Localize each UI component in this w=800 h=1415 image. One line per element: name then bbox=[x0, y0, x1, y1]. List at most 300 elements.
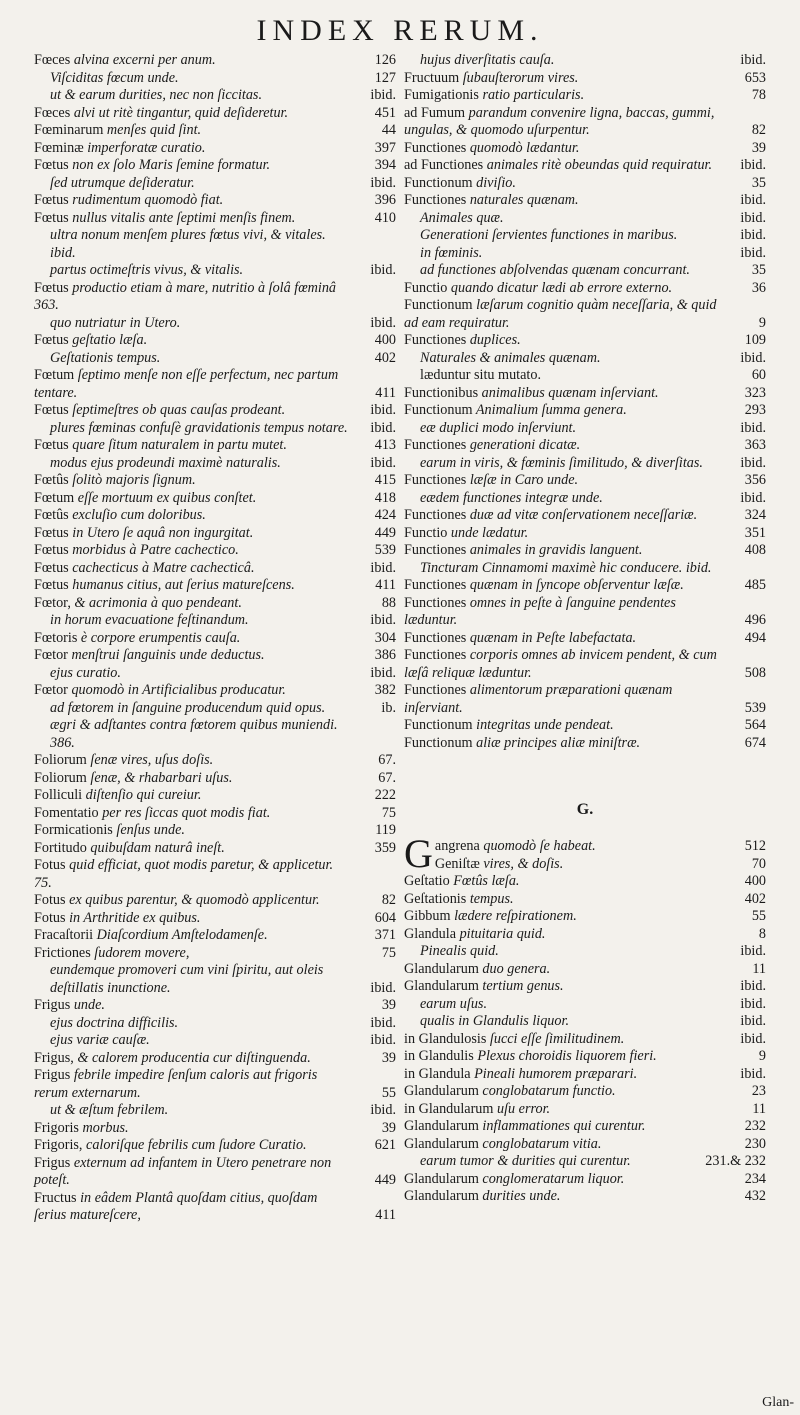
page-reference: 324 bbox=[744, 507, 766, 523]
index-entry bbox=[404, 542, 766, 560]
entry-text: Fœtûs læſa. bbox=[449, 873, 520, 889]
entry-text: externum ad infantem in Utero penetrare non poteſt. bbox=[34, 1154, 332, 1188]
entry-text: parandum convenire ligna, baccas, gummi, ungulas, & quomodo uſurpentur. bbox=[404, 104, 715, 138]
index-entry bbox=[34, 770, 396, 788]
index-entry bbox=[34, 630, 396, 648]
entry-headword: Glandularum bbox=[404, 978, 479, 994]
entry-headword: Fotus bbox=[34, 909, 66, 926]
entry-headword: Fœtus bbox=[34, 332, 69, 348]
index-entry bbox=[404, 70, 766, 88]
index-entry bbox=[34, 962, 396, 997]
index-entry bbox=[34, 752, 396, 770]
entry-text: qualis in Glandulis liquor. bbox=[420, 1013, 569, 1029]
index-entry bbox=[404, 507, 766, 525]
page-reference: 232 bbox=[744, 1118, 766, 1134]
index-entry bbox=[404, 577, 766, 595]
page-reference: 512 bbox=[744, 838, 766, 854]
page-reference: ibid. bbox=[370, 1032, 396, 1048]
page-reference: 88 bbox=[381, 594, 396, 611]
entry-headword: Fœtus bbox=[34, 192, 69, 208]
entry-headword: Functiones bbox=[404, 332, 467, 348]
entry-text: productio etiam à mare, nutritio à ſolâ fœminâ 363. bbox=[34, 279, 337, 313]
index-entry bbox=[404, 402, 766, 420]
entry-text: geſtatio læſa. bbox=[68, 332, 148, 348]
entry-text: quænam in Peſte labefactata. bbox=[466, 629, 637, 646]
entry-text: morbus. bbox=[78, 1119, 129, 1136]
entry-headword: Fœtus bbox=[34, 279, 69, 296]
entry-headword: Fœtus bbox=[34, 559, 69, 576]
entry-headword: Fœtûs bbox=[34, 472, 69, 488]
page-reference: 382 bbox=[374, 682, 396, 698]
page-reference: ibid. bbox=[740, 349, 766, 366]
entry-text: in fœminis. bbox=[420, 244, 483, 261]
entry-text: ſed utrumque deſideratur. bbox=[50, 174, 195, 191]
index-entry bbox=[34, 787, 396, 805]
entry-text: generationi dicatæ. bbox=[466, 437, 581, 453]
entry-text: ejus curatio. bbox=[50, 664, 121, 681]
entry-text: diviſio. bbox=[472, 174, 516, 191]
entry-text: ſolitò majoris ſignum. bbox=[68, 472, 196, 488]
page-reference: 55 bbox=[751, 908, 766, 924]
entry-text: morbidus à Patre cachectico. bbox=[68, 542, 239, 558]
page-reference: ibid. bbox=[740, 244, 766, 261]
entry-headword: Functiones bbox=[404, 139, 467, 156]
entry-text: ſucci eſſe ſimilitudinem. bbox=[486, 1030, 625, 1047]
entry-text: ægri & adſtantes contra fœtorem quibus muniendi. 386. bbox=[50, 717, 338, 751]
entry-text: Naturales & animales quænam. bbox=[420, 349, 601, 366]
index-entry bbox=[34, 1155, 396, 1190]
entry-headword: Functiones bbox=[404, 577, 467, 593]
page-reference: 363 bbox=[744, 437, 766, 453]
page-reference: ibid. bbox=[740, 995, 766, 1012]
entry-text: duo genera. bbox=[478, 960, 551, 977]
entry-headword: Glandula bbox=[404, 925, 457, 942]
page-reference: 67. bbox=[378, 769, 396, 786]
entry-text: eædem functiones integræ unde. bbox=[420, 489, 603, 506]
entry-headword: Functiones bbox=[404, 629, 467, 646]
index-entry bbox=[404, 682, 766, 717]
page-reference: 78 bbox=[751, 87, 766, 103]
index-entry bbox=[404, 1188, 766, 1206]
index-entry bbox=[34, 192, 396, 210]
index-entry bbox=[34, 105, 396, 123]
index-entry bbox=[404, 455, 766, 473]
index-entry bbox=[34, 805, 396, 823]
index-entry bbox=[34, 910, 396, 928]
entry-headword: Fœtus bbox=[34, 577, 69, 593]
index-entry bbox=[34, 717, 396, 752]
entry-text: eæ duplici modo inſerviunt. bbox=[420, 419, 577, 436]
page-reference: 39 bbox=[381, 997, 396, 1013]
entry-text: omnes in peſte à ſanguine pendentes læduntur. bbox=[404, 594, 676, 628]
index-entry bbox=[404, 385, 766, 403]
catchword: Glan- bbox=[762, 1395, 794, 1410]
entry-headword: Glandularum bbox=[404, 1083, 479, 1099]
entry-headword: Functiones bbox=[404, 542, 467, 558]
page-reference: 411 bbox=[375, 577, 396, 593]
index-entry bbox=[404, 280, 766, 298]
page-reference: 485 bbox=[744, 577, 766, 593]
index-entry bbox=[34, 350, 396, 368]
page-reference: 564 bbox=[744, 717, 766, 733]
entry-headword: Fructuum bbox=[404, 69, 460, 86]
page-reference: ibid. bbox=[370, 87, 396, 103]
page-reference: 449 bbox=[374, 1172, 396, 1188]
page-reference: 432 bbox=[744, 1188, 766, 1204]
page-reference: 70 bbox=[751, 855, 766, 872]
entry-text: Animales quæ. bbox=[420, 209, 504, 226]
index-entry bbox=[404, 1013, 766, 1031]
entry-headword: Frigus bbox=[34, 997, 71, 1013]
entry-headword: læduntur situ mutato. bbox=[420, 367, 541, 383]
index-entry bbox=[34, 997, 396, 1015]
index-entry bbox=[404, 490, 766, 508]
entry-headword: Fracaſtorii bbox=[34, 927, 94, 943]
page-reference: 496 bbox=[744, 612, 766, 628]
entry-text: caloriſque febrilis cum ſudore Curatio. bbox=[82, 1137, 307, 1153]
index-entry bbox=[34, 367, 396, 402]
section-letter-g: G. bbox=[576, 801, 594, 818]
page-reference: 494 bbox=[744, 629, 766, 646]
page-reference: 8 bbox=[758, 925, 766, 942]
entry-text: læſæ in Caro unde. bbox=[466, 472, 579, 488]
index-entry bbox=[404, 908, 766, 926]
index-entry bbox=[404, 647, 766, 682]
entry-headword: Frigus, bbox=[34, 1049, 74, 1066]
index-entry bbox=[34, 227, 396, 262]
entry-headword: Fœtûs bbox=[34, 507, 69, 523]
entry-headword: Frigoris bbox=[34, 1119, 79, 1136]
entry-text: læſarum cognitio quàm neceſſaria, & quid ad eam requiratur. bbox=[404, 297, 717, 331]
index-entry bbox=[404, 961, 766, 979]
entry-headword: in Glandularum bbox=[404, 1100, 494, 1117]
entry-text: quomodò lædantur. bbox=[466, 139, 580, 156]
page-reference: 397 bbox=[374, 139, 396, 156]
entry-headword: Fœtus bbox=[34, 524, 69, 541]
page-reference: ibid. bbox=[370, 1014, 396, 1031]
index-entry bbox=[404, 332, 766, 350]
index-entry bbox=[404, 717, 766, 735]
entry-headword: Fructus bbox=[34, 1189, 77, 1206]
index-entry bbox=[404, 891, 766, 909]
entry-text: alvi ut ritè tingantur, quid deſideretur. bbox=[70, 104, 289, 121]
entry-headword: Fœtus bbox=[34, 437, 69, 453]
page-reference: 323 bbox=[744, 384, 766, 401]
page-reference: 35 bbox=[751, 262, 766, 278]
entry-text: rudimentum quomodò fiat. bbox=[68, 192, 224, 208]
entry-text: ratio particularis. bbox=[478, 87, 585, 103]
entry-text: partus octimeſtris vivus, & vitalis. bbox=[50, 262, 244, 278]
index-entry bbox=[404, 1048, 766, 1066]
entry-text: cachecticus à Matre cachecticâ. bbox=[68, 559, 255, 576]
page-reference: 539 bbox=[744, 699, 766, 716]
page-reference: 402 bbox=[374, 349, 396, 366]
page-reference: 621 bbox=[374, 1137, 396, 1153]
index-entry bbox=[34, 420, 396, 438]
entry-text: unde. bbox=[70, 997, 105, 1013]
entry-headword: Functio bbox=[404, 279, 448, 296]
index-entry bbox=[404, 560, 766, 578]
index-entry bbox=[404, 630, 766, 648]
entry-headword: Fœtus bbox=[34, 402, 69, 418]
page-reference: 75 bbox=[381, 944, 396, 961]
page-reference: 418 bbox=[374, 489, 396, 506]
page-reference: 413 bbox=[374, 437, 396, 453]
page-reference: ibid. bbox=[740, 454, 766, 471]
page-reference: ibid. bbox=[740, 192, 766, 208]
page-reference: ibid. bbox=[740, 489, 766, 506]
entry-text: uſu error. bbox=[493, 1100, 551, 1117]
entry-text: unde lædatur. bbox=[447, 524, 529, 541]
entry-headword: Frigus bbox=[34, 1154, 71, 1171]
entry-text: conglobatarum vitia. bbox=[478, 1135, 602, 1152]
entry-headword: Functiones bbox=[404, 647, 467, 663]
index-entry bbox=[34, 840, 396, 858]
index-entry bbox=[34, 1137, 396, 1155]
page-reference: 400 bbox=[374, 332, 396, 348]
entry-text: Pineali humorem præparari. bbox=[470, 1065, 638, 1082]
entry-text: ad fœtorem in ſanguine producendum quid opus. bbox=[50, 699, 326, 716]
entry-headword: Fœtum bbox=[34, 489, 75, 506]
page-reference: 411 bbox=[375, 384, 396, 401]
entry-headword: Folliculi bbox=[34, 787, 83, 803]
entry-text: Generationi ſervientes functiones in maribus. bbox=[420, 227, 678, 243]
index-entry bbox=[404, 297, 766, 332]
entry-text: ex quibus parentur, & quomodò applicentur. bbox=[65, 892, 320, 908]
entry-text: eſſe mortuum ex quibus conſtet. bbox=[74, 489, 257, 506]
index-entry bbox=[34, 175, 396, 193]
index-entry bbox=[404, 1101, 766, 1119]
page-reference: ibid. bbox=[740, 943, 766, 959]
entry-text: vires, & doſis. bbox=[479, 855, 564, 872]
index-entry bbox=[34, 1032, 396, 1050]
page-reference: 11 bbox=[752, 960, 766, 977]
entry-text: Diaſcordium Amſtelodamenſe. bbox=[93, 927, 268, 943]
index-entry bbox=[34, 507, 396, 525]
entry-headword: angrena bbox=[434, 838, 480, 854]
page-reference: ibid. bbox=[370, 174, 396, 191]
entry-headword: Functiones bbox=[404, 192, 467, 208]
entry-headword: Formicationis bbox=[34, 822, 113, 838]
index-entry bbox=[34, 455, 396, 473]
index-entry bbox=[34, 402, 396, 420]
entry-text: nullus vitalis ante ſeptimi menſis finem. bbox=[68, 209, 296, 226]
index-entry bbox=[34, 927, 396, 945]
entry-text: conglobatarum functio. bbox=[478, 1083, 616, 1099]
index-entry bbox=[34, 210, 396, 228]
index-entry bbox=[34, 822, 396, 840]
entry-headword: Gibbum bbox=[404, 908, 451, 924]
index-entry bbox=[34, 472, 396, 490]
entry-text: earum tumor & durities qui curentur. bbox=[420, 1153, 631, 1169]
index-entry bbox=[34, 577, 396, 595]
drop-cap: G bbox=[404, 831, 433, 876]
index-entry bbox=[404, 525, 766, 543]
page-reference: 424 bbox=[374, 507, 396, 523]
entry-text: quomodò in Artificialibus producatur. bbox=[67, 682, 286, 698]
entry-text: pituitaria quid. bbox=[456, 925, 546, 942]
index-entry bbox=[404, 227, 766, 245]
index-entry bbox=[404, 420, 766, 438]
entry-headword: Foliorum bbox=[34, 752, 87, 768]
page-reference: 82 bbox=[751, 122, 766, 138]
entry-headword: Fœtum bbox=[34, 367, 75, 383]
page-reference: 39 bbox=[381, 1119, 396, 1136]
page-reference: ibid. bbox=[370, 402, 396, 418]
entry-text: ſenæ vires, uſus doſis. bbox=[86, 752, 214, 768]
index-entry bbox=[34, 280, 396, 315]
index-entry bbox=[404, 1153, 766, 1171]
index-entry bbox=[404, 873, 766, 891]
index-entry bbox=[404, 1136, 766, 1154]
index-entry bbox=[34, 157, 396, 175]
entry-text: lædere reſpirationem. bbox=[450, 908, 577, 924]
entry-text: quando dicatur lædi ab errore externo. bbox=[447, 279, 673, 296]
entry-headword: Glandularum bbox=[404, 1170, 479, 1187]
index-entry bbox=[34, 700, 396, 718]
entry-text: menſtrui ſanguinis unde deductus. bbox=[67, 647, 265, 663]
page-reference: 231.& 232 bbox=[705, 1153, 766, 1169]
entry-headword: Functionum bbox=[404, 734, 473, 751]
entry-text: diſtenſio qui cureiur. bbox=[82, 787, 202, 803]
page-reference: 230 bbox=[744, 1135, 766, 1152]
entry-text: animales ritè obeundas quid requiratur. bbox=[483, 157, 713, 173]
entry-text: quibuſdam naturâ ineſt. bbox=[86, 839, 225, 856]
index-entry bbox=[34, 1120, 396, 1138]
index-entry bbox=[34, 647, 396, 665]
entry-headword: Functionum bbox=[404, 174, 473, 191]
entry-text: Plexus choroidis liquorem fieri. bbox=[473, 1048, 657, 1064]
entry-text: per res ſiccas quot modis fiat. bbox=[98, 804, 271, 821]
page-reference: 44 bbox=[381, 122, 396, 138]
page-reference: ibid. bbox=[370, 262, 396, 278]
page-reference: 410 bbox=[374, 209, 396, 226]
entry-headword: Glandularum bbox=[404, 960, 479, 977]
entry-text: plures fœminas confuſè gravidationis tempus notare. bbox=[50, 419, 348, 436]
page-reference: 222 bbox=[374, 787, 396, 803]
index-entry bbox=[404, 210, 766, 228]
entry-text: & acrimonia à quo pendeant. bbox=[70, 594, 242, 611]
entry-text: duæ ad vitæ conſervationem neceſſariæ. bbox=[466, 507, 698, 523]
entry-headword: Functionibus bbox=[404, 384, 479, 401]
section-gap bbox=[404, 752, 766, 796]
page-reference: 109 bbox=[744, 332, 766, 348]
entry-headword: Fœtus bbox=[34, 209, 69, 226]
entry-text: aliæ principes aliæ miniſtræ. bbox=[472, 734, 641, 751]
page-reference: 39 bbox=[381, 1049, 396, 1066]
page-reference: ibid. bbox=[740, 209, 766, 226]
entry-text: animalibus quænam inſerviant. bbox=[478, 384, 659, 401]
entry-text: humanus citius, aut ſerius matureſcens. bbox=[68, 577, 295, 593]
page-reference: 35 bbox=[751, 174, 766, 191]
entry-text: modus ejus prodeundi maximè naturalis. bbox=[50, 454, 281, 471]
entry-headword: Fœtus bbox=[34, 542, 69, 558]
right-entries bbox=[404, 52, 766, 752]
index-entry bbox=[404, 367, 766, 385]
entry-text: quænam in ſyncope obſerventur læſæ. bbox=[466, 577, 684, 593]
entry-text: Animalium ſumma genera. bbox=[472, 402, 627, 418]
entry-text: imperforatæ curatio. bbox=[83, 139, 206, 156]
entry-text: Geſtationis tempus. bbox=[50, 349, 161, 366]
page-reference: 9 bbox=[758, 1048, 766, 1064]
entry-text: earum in viris, & fœminis ſimilitudo, & diverſitas. bbox=[420, 454, 703, 471]
entry-text: quare ſitum naturalem in partu mutet. bbox=[68, 437, 287, 453]
page-reference: 371 bbox=[374, 927, 396, 943]
index-entry bbox=[404, 245, 766, 263]
page-reference: 127 bbox=[374, 69, 396, 86]
entry-text: Pinealis quid. bbox=[420, 943, 499, 959]
entry-text: earum uſus. bbox=[420, 995, 487, 1012]
entry-headword: in Glandulosis bbox=[404, 1030, 487, 1047]
entry-text: ſenſus unde. bbox=[112, 822, 185, 838]
entry-text: in Utero ſe aquâ non ingurgitat. bbox=[68, 524, 254, 541]
entry-headword: Functiones bbox=[404, 682, 467, 698]
index-entry bbox=[34, 525, 396, 543]
entry-headword: Glandularum bbox=[404, 1188, 479, 1204]
entry-headword: Geniſtæ bbox=[434, 855, 480, 872]
page-reference: ibid. bbox=[740, 1013, 766, 1029]
entry-text: ſeptimeſtres ob quas cauſas prodeant. bbox=[68, 402, 286, 418]
entry-headword: Foliorum bbox=[34, 769, 87, 786]
entry-text: durities unde. bbox=[478, 1188, 561, 1204]
page-reference: ibid. bbox=[740, 419, 766, 436]
entry-headword: Functionum bbox=[404, 297, 473, 313]
index-entry bbox=[34, 70, 396, 88]
entry-text: ejus variæ cauſæ. bbox=[50, 1032, 150, 1048]
entry-text: alvina excerni per anum. bbox=[70, 52, 216, 68]
entry-text: menſes quid ſint. bbox=[103, 122, 202, 138]
page-reference: 351 bbox=[744, 524, 766, 541]
entry-text: eundemque promoveri cum vini ſpiritu, aut oleis deſtillatis inunctione. bbox=[50, 962, 324, 996]
page-reference: 415 bbox=[374, 472, 396, 488]
index-entry bbox=[404, 52, 766, 70]
entry-text: integritas unde pendeat. bbox=[472, 717, 614, 733]
entry-headword: Fœtus bbox=[34, 157, 69, 173]
page-reference: ib. bbox=[381, 699, 396, 716]
entry-text: hujus diverſitatis cauſa. bbox=[420, 52, 555, 68]
index-entry bbox=[34, 612, 396, 630]
page-reference: 386 bbox=[374, 647, 396, 663]
index-entry bbox=[404, 157, 766, 175]
entry-text: ſubauſterorum vires. bbox=[459, 69, 579, 86]
entry-text: in eâdem Plantâ quoſdam citius, quoſdam ſerius matureſcere, bbox=[34, 1189, 318, 1223]
index-entry bbox=[34, 1067, 396, 1102]
left-index-column bbox=[34, 52, 396, 1225]
index-entry bbox=[34, 945, 396, 963]
index-entry bbox=[404, 1171, 766, 1189]
entry-headword: Functionum bbox=[404, 717, 473, 733]
index-entry bbox=[404, 192, 766, 210]
entry-text: è corpore erumpentis cauſa. bbox=[77, 629, 241, 646]
right-index-column bbox=[404, 52, 766, 1206]
page-reference: ibid. bbox=[740, 978, 766, 994]
entry-headword: Fœces bbox=[34, 52, 71, 68]
entry-headword: Fœces bbox=[34, 104, 71, 121]
entry-text: naturales quænam. bbox=[466, 192, 579, 208]
page-reference: 539 bbox=[374, 542, 396, 558]
entry-headword: Functiones bbox=[404, 437, 467, 453]
index-entry bbox=[404, 1083, 766, 1101]
entry-headword: ad Functiones bbox=[404, 157, 484, 173]
entry-headword: in Glandula bbox=[404, 1065, 471, 1082]
entry-text: non ex ſolo Maris ſemine formatur. bbox=[68, 157, 271, 173]
page-reference: 9 bbox=[758, 314, 766, 331]
index-entry bbox=[404, 926, 766, 944]
entry-headword: Functionum bbox=[404, 402, 473, 418]
index-entry bbox=[34, 87, 396, 105]
index-entry bbox=[404, 1066, 766, 1084]
page-reference: 508 bbox=[744, 664, 766, 681]
